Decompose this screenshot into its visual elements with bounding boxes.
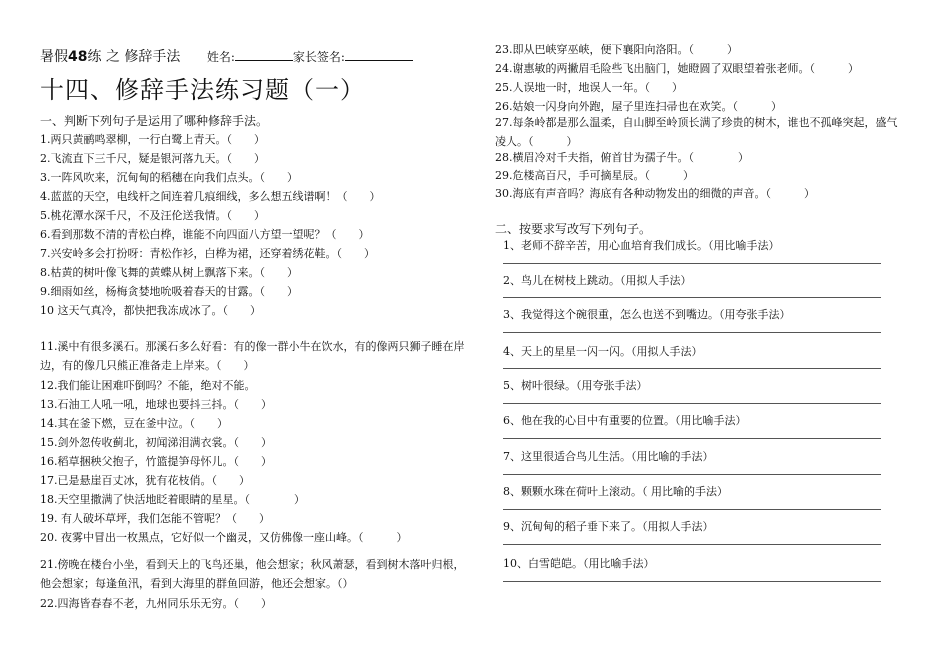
worksheet-header <box>40 46 475 66</box>
header-suffix: 练 之 修辞手法 <box>87 49 181 65</box>
left-column <box>40 0 475 672</box>
question-item: 29.危楼高百尺，手可摘星辰。（ ） <box>495 169 694 182</box>
question-item: 6.看到那数不清的青松白桦，谁能不向四面八方望一望呢？（ ） <box>40 228 370 241</box>
section1-heading: 一、判断下列句子是运用了哪种修辞手法。 <box>40 114 269 128</box>
rewrite-item: 6、他在我的心目中有重要的位置。（用比喻手法） <box>503 414 747 427</box>
question-item: 14.其在釜下燃，豆在釜中泣。（ ） <box>40 417 228 430</box>
rewrite-item: 4、天上的星星一闪一闪。（用拟人手法） <box>503 345 703 358</box>
question-item: 13.石油工人吼一吼，地球也要抖三抖。（ ） <box>40 398 272 411</box>
question-item: 26.姑娘一闪身向外跑，屋子里连扫帚也在欢笑。（ ） <box>495 100 782 113</box>
answer-line[interactable] <box>503 368 881 369</box>
question-item: 23.即从巴峡穿巫峡，便下襄阳向洛阳。（ ） <box>495 43 738 56</box>
right-column <box>495 0 915 672</box>
question-item: 2.飞流直下三千尺，疑是银河落九天。（ ） <box>40 152 265 165</box>
section2-heading: 二、按要求写改写下列句子。 <box>495 222 652 236</box>
question-item: 9.细雨如丝，杨梅贪婪地吮吸着春天的甘露。（ ） <box>40 285 298 298</box>
header-prefix: 暑假 <box>40 49 68 65</box>
parent-signature-field[interactable] <box>345 49 413 61</box>
answer-line[interactable] <box>503 509 881 510</box>
question-item: 16.稻草捆秧父抱子，竹篮提笋母怀儿。（ ） <box>40 455 272 468</box>
answer-line[interactable] <box>503 263 881 264</box>
question-item: 25.人误地一时，地误人一年。（ ） <box>495 81 683 94</box>
question-item: 5.桃花潭水深千尺，不及汪伦送我情。（ ） <box>40 209 265 222</box>
question-item: 22.四海皆春春不老，九州同乐乐无穷。（ ） <box>40 597 272 610</box>
question-item: 11.溪中有很多溪石。那溪石多么好看：有的像一群小牛在饮水，有的像两只狮子睡在岸边，有的像几只熊正准备走上岸来。（ ） <box>40 340 465 372</box>
answer-line[interactable] <box>503 297 881 298</box>
rewrite-item: 3、我觉得这个碗很重，怎么也送不到嘴边。（用夸张手法） <box>503 308 791 321</box>
question-item: 7.兴安岭多会打扮呀：青松作衫，白桦为裙，还穿着绣花鞋。（ ） <box>40 247 375 260</box>
question-item: 24.谢惠敏的两撇眉毛险些飞出脑门，她瞪圆了双眼望着张老师。（ ） <box>495 62 859 75</box>
name-label: 姓名: <box>206 50 235 64</box>
question-item: 15.剑外忽传收蓟北，初闻涕泪满衣裳。（ ） <box>40 436 272 449</box>
header-number: 48 <box>68 49 88 65</box>
rewrite-item: 2、鸟儿在树枝上跳动。（用拟人手法） <box>503 274 692 287</box>
page-title: 十四、修辞手法练习题（一） <box>40 76 365 104</box>
question-item: 12.我们能让困难吓倒吗？不能，绝对不能。 <box>40 379 256 392</box>
question-item: 3.一阵风吹来，沉甸甸的稻穗在向我们点头。（ ） <box>40 171 298 184</box>
question-item: 17.已是悬崖百丈冰，犹有花枝俏。（ ） <box>40 474 250 487</box>
question-item: 27.每条岭都是那么温柔，自山脚至岭顶长满了珍贵的树木，谁也不孤峰突起，盛气凌人。（ ） <box>495 116 898 148</box>
answer-line[interactable] <box>503 544 881 545</box>
answer-line[interactable] <box>503 403 881 404</box>
question-item: 28.横眉冷对千夫指，俯首甘为孺子牛。（ ） <box>495 151 749 164</box>
answer-line[interactable] <box>503 474 881 475</box>
question-item: 1.两只黄鹂鸣翠柳，一行白鹭上青天。（ ） <box>40 133 265 146</box>
rewrite-item: 7、这里很适合鸟儿生活。（用比喻的手法） <box>503 450 714 463</box>
question-item: 8.枯黄的树叶像飞舞的黄蝶从树上飘落下来。（ ） <box>40 266 298 279</box>
answer-line[interactable] <box>503 438 881 439</box>
parent-signature-label: 家长签名: <box>292 50 345 64</box>
rewrite-item: 1、老师不辞辛苦，用心血培育我们成长。（用比喻手法） <box>503 239 780 252</box>
rewrite-item: 10、白雪皑皑。（用比喻手法） <box>503 557 655 570</box>
question-item: 20. 夜雾中冒出一枚黑点，它好似一个幽灵，又仿佛像一座山峰。（ ） <box>40 531 408 544</box>
question-item: 18.天空里撒满了快活地眨着眼睛的星星。（ ） <box>40 493 305 506</box>
question-item: 21.傍晚在楼台小坐，看到天上的飞鸟还巢，他会想家；秋风萧瑟，看到树木落叶归根，他会想家；每逢鱼汛，看到大海里的群鱼回游，他还会想家。（） <box>40 558 465 590</box>
question-item: 4.蓝蓝的天空，电线杆之间连着几痕细线，多么想五线谱啊！（ ） <box>40 190 381 203</box>
answer-line[interactable] <box>503 332 881 333</box>
rewrite-item: 9、沉甸甸的稻子垂下来了。（用拟人手法） <box>503 520 714 533</box>
rewrite-item: 5、树叶很绿。（用夸张手法） <box>503 379 648 392</box>
name-field[interactable] <box>235 49 293 61</box>
question-item: 19. 有人破坏草坪，我们怎能不管呢？（ ） <box>40 512 270 525</box>
answer-line[interactable] <box>503 581 881 582</box>
question-item: 30.海底有声音吗？海底有各种动物发出的细微的声音。（ ） <box>495 187 815 200</box>
rewrite-item: 8、颗颗水珠在荷叶上滚动。（ 用比喻的手法） <box>503 485 728 498</box>
question-item: 10 这天气真冷，都快把我冻成冰了。（ ） <box>40 304 261 317</box>
